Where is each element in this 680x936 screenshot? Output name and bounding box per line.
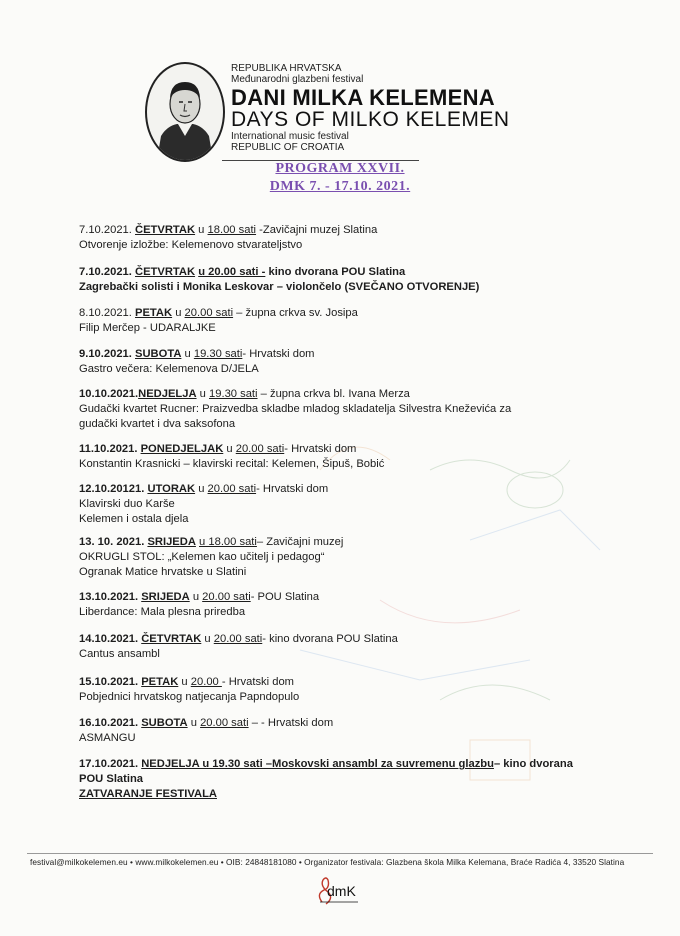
- event-detail: Konstantin Krasnicki – klavirski recital: Kelemen, Šipuš, Bobić: [79, 458, 385, 470]
- event-detail: Ogranak Matice hrvatske u Slatini: [79, 566, 247, 578]
- event-entry: [79, 757, 612, 802]
- event-detail: Otvorenje izložbe: Kelemenovo stvarateljstvo: [79, 239, 303, 251]
- event-entry: [79, 716, 612, 746]
- event-heading: 7.10.2021. ČETVRTAK u 20.00 sati - kino dvorana POU Slatina: [79, 266, 406, 278]
- event-detail: Gastro večera: Kelemenova D/JELA: [79, 363, 259, 375]
- event-entry: [79, 265, 612, 295]
- country-label: REPUBLIKA HRVATSKA: [231, 63, 342, 74]
- event-entry: [79, 675, 612, 705]
- festival-title-en: DAYS OF MILKO KELEMEN: [231, 108, 510, 131]
- event-detail: Filip Merčep - UDARALJKE: [79, 322, 216, 334]
- event-detail: OKRUGLI STOL: „Kelemen kao učitelj i pedagog“: [79, 551, 325, 563]
- event-detail: ZATVARANJE FESTIVALA: [79, 788, 217, 800]
- program-dates: [230, 179, 450, 195]
- event-heading: 11.10.2021. PONEDJELJAK u 20.00 sati- Hrvatski dom: [79, 443, 357, 455]
- event-detail: POU Slatina: [79, 773, 144, 785]
- event-heading: 13.10.2021. SRIJEDA u 20.00 sati- POU Slatina: [79, 591, 320, 603]
- footer-divider: [27, 853, 653, 854]
- event-entry: [79, 347, 612, 377]
- event-entry: [79, 306, 612, 336]
- event-entry: [79, 482, 612, 527]
- festival-header: [231, 63, 561, 153]
- event-detail: Gudački kvartet Rucner: Praizvedba skladbe mladog skladatelja Silvestra Kneževića za: [79, 403, 512, 415]
- event-heading: 8.10.2021. PETAK u 20.00 sati – župna crkva sv. Josipa: [79, 307, 358, 319]
- festival-title-hr: DANI MILKA KELEMENA: [231, 85, 495, 110]
- event-heading: 10.10.2021.NEDJELJA u 19.30 sati – župna crkva bl. Ivana Merza: [79, 388, 410, 400]
- event-detail: ASMANGU: [79, 732, 136, 744]
- event-entry: [79, 632, 612, 662]
- event-entry: [79, 387, 612, 432]
- event-entry: [79, 223, 612, 253]
- country-label-en: REPUBLIC OF CROATIA: [231, 142, 345, 153]
- event-heading: 14.10.2021. ČETVRTAK u 20.00 sati- kino dvorana POU Slatina: [79, 633, 398, 645]
- dmk-logo: [314, 876, 366, 906]
- event-heading: 9.10.2021. SUBOTA u 19.30 sati- Hrvatski dom: [79, 348, 315, 360]
- festival-label-en: International music festival: [231, 131, 349, 142]
- dmk-logo-text: dmK: [327, 883, 356, 899]
- event-detail: Zagrebački solisti i Monika Leskovar – violončelo (SVEČANO OTVORENJE): [79, 281, 480, 293]
- event-heading: 16.10.2021. SUBOTA u 20.00 sati – - Hrvatski dom: [79, 717, 334, 729]
- event-detail: gudački kvartet i dva saksofona: [79, 418, 236, 430]
- event-heading: 17.10.2021. NEDJELJA u 19.30 sati –Moskovski ansambl za suvremenu glazbu– kino dvorana: [79, 758, 573, 770]
- event-entry: [79, 535, 612, 580]
- event-entry: [79, 590, 612, 620]
- composer-portrait-logo: [145, 62, 225, 162]
- festival-label-hr: Međunarodni glazbeni festival: [231, 74, 364, 85]
- event-detail: Klavirski duo Karše: [79, 498, 175, 510]
- event-heading: 13. 10. 2021. SRIJEDA u 18.00 sati– Zavičajni muzej: [79, 536, 344, 548]
- event-heading: 12.10.20121. UTORAK u 20.00 sati- Hrvatski dom: [79, 483, 329, 495]
- event-detail: Liberdance: Mala plesna priredba: [79, 606, 246, 618]
- event-heading: 15.10.2021. PETAK u 20.00 - Hrvatski dom: [79, 676, 294, 688]
- event-detail: Kelemen i ostala djela: [79, 513, 189, 525]
- event-detail: Pobjednici hrvatskog natjecanja Papndopulo: [79, 691, 300, 703]
- event-detail: Cantus ansambl: [79, 648, 160, 660]
- event-heading: 7.10.2021. ČETVRTAK u 18.00 sati -Zavičajni muzej Slatina: [79, 224, 378, 236]
- program-title: [230, 161, 450, 177]
- event-entry: [79, 442, 612, 472]
- program-title-text: PROGRAM XXVII.: [275, 161, 405, 176]
- program-dates-text: DMK 7. - 17.10. 2021.: [269, 179, 411, 194]
- footer-contact: festival@milkokelemen.eu • www.milkokelemen.eu • OIB: 24848181080 • Organizator festivala: Glazbena škola Milka Kelemana, Braće Radića 4, 33520 Slatina: [30, 857, 625, 867]
